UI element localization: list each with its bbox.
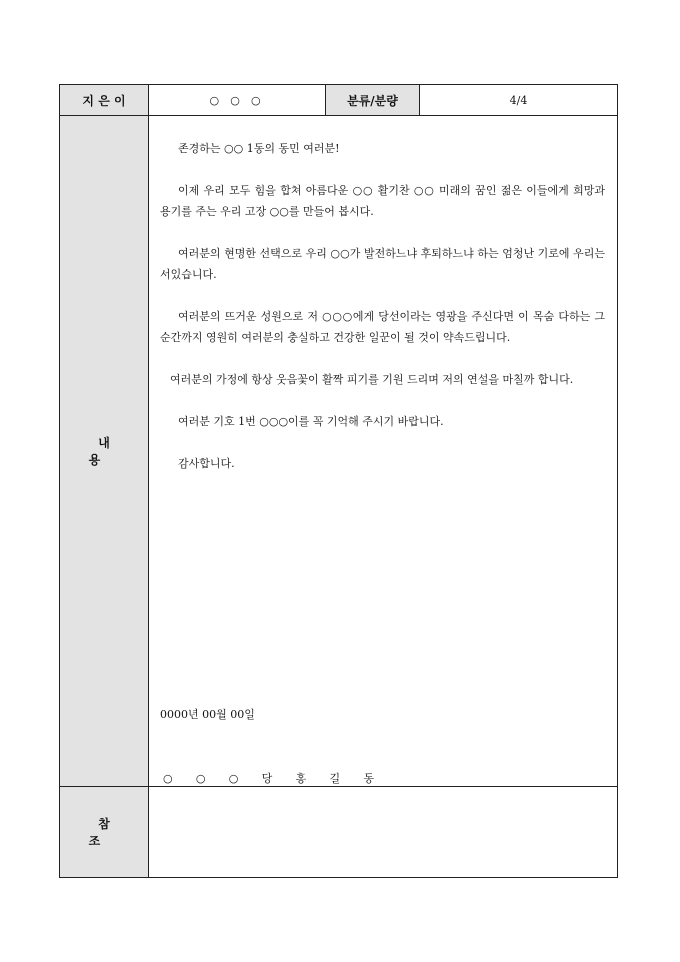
reference-row [60,787,618,878]
paragraph-5: 여러분의 가정에 항상 웃음꽃이 활짝 피기를 기원 드리며 저의 연설을 마칠까 합니다. [170,373,574,386]
paragraph-4: 여러분의 뜨거운 성원으로 저 ○○○에게 당선이라는 영광을 주신다면 이 목숨 다하는 그 순간까지 영원히 여러분의 충실하고 건강한 일꾼이 될 것이 약속드립니다. [160,310,605,344]
header-row [60,85,618,116]
paragraph-3: 여러분의 현명한 선택으로 우리 ○○가 발전하느냐 후퇴하느냐 하는 엄청난 기로에 우리는 서있습니다. [160,247,605,281]
paragraph-7: 감사합니다. [178,457,235,470]
category-value: 4/4 [420,85,618,116]
reference-value [149,787,618,878]
content-row [60,116,618,787]
paragraph-1: 존경하는 ○○ 1동의 동민 여러분! [178,142,340,155]
content-label-text: 내 용 [88,436,129,467]
author-label: 지 은 이 [60,85,149,116]
speech-signature: ○ ○ ○ 당 홍 길 동 [163,772,384,785]
paragraph-6: 여러분 기호 1번 ○○○이를 꼭 기억해 주시기 바랍니다. [178,415,444,428]
category-label: 분류/분량 [326,85,420,116]
speech-date: 0000년 00월 00일 [160,708,255,721]
reference-label [60,787,149,878]
document-form-table [59,84,618,878]
speech-body [160,138,605,495]
content-label [60,116,149,787]
reference-label-text: 참 조 [88,817,129,848]
paragraph-2: 이제 우리 모두 힘을 합쳐 아름다운 ○○ 활기찬 ○○ 미래의 꿈인 젊은 이들에게 희망과 용기를 주는 우리 고장 ○○를 만들어 봅시다. [160,184,605,218]
content-cell [149,116,618,787]
author-value: ○ ○ ○ [149,85,326,116]
